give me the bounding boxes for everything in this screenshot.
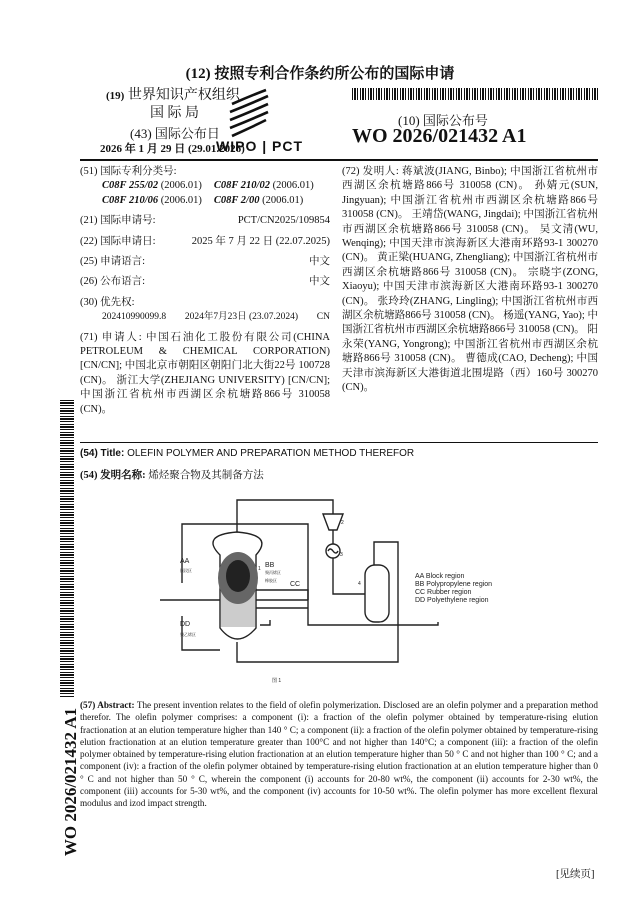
label-cc-cn: 橡胶区 (265, 578, 277, 583)
label-aa: AA (180, 558, 190, 565)
ipc-entry: C08F 210/06 (2006.01) (102, 194, 202, 206)
legend-item: AA Block region (415, 573, 465, 580)
abstract (80, 699, 598, 810)
label-cc: CC (290, 581, 301, 588)
bureau: 国 际 局 (150, 106, 199, 121)
priority-date: 2024年7月23日 (23.07.2024) (184, 312, 299, 323)
label-1: 1 (258, 566, 261, 572)
org-name: 世界知识产权组织 (127, 88, 240, 103)
pipe-top (237, 500, 333, 532)
wipo-pct-logo: WIPO | PCT (216, 138, 304, 154)
biblio-divider (80, 442, 598, 443)
app-no: PCT/CN2025/109854 (237, 215, 330, 227)
org-number: (19) (106, 90, 125, 102)
document-type: (12) 按照专利合作条约所公布的国际申请 (185, 66, 455, 82)
legend-item: BB Polypropylene region (415, 581, 493, 588)
pub-lang: 中文 (309, 276, 330, 288)
ipc-label: (51) 国际专利分类号: (80, 166, 177, 177)
pub-lang-label: (26) 公布语言: (80, 276, 146, 288)
label-dd: DD (180, 621, 191, 628)
abstract-label: (57) Abstract: (80, 700, 135, 710)
pub-date-label: (43) 国际公布日 (130, 126, 220, 141)
continued-note: [见续页] (556, 869, 595, 880)
priority-number: 202410990099.8 (102, 312, 167, 323)
label-bb-cn: 聚丙烯区 (265, 570, 281, 575)
figure-1 (160, 490, 520, 690)
organization (106, 84, 240, 104)
legend-item: DD Polyethylene region (415, 597, 489, 604)
label-bb: BB (265, 562, 275, 569)
pub-number: WO 2026/021432 A1 (352, 125, 527, 147)
ipc-entry: C08F 2/00 (2006.01) (213, 194, 304, 206)
pub-date: 2026 年 1 月 29 日 (29.01.2026) (100, 143, 245, 155)
label-2: 2 (341, 520, 344, 526)
header-divider (80, 159, 598, 161)
priority-country: CN (316, 312, 330, 323)
figure-caption: 图 1 (272, 678, 282, 684)
inventors: (72) 发明人: 蒋斌波(JIANG, Binbo); 中国浙江省杭州市西湖区余杭塘路866号 310058 (CN)。 孙婧元(SUN, Jingyuan); 中国浙江省杭州市西湖区余杭塘路866号 310058 (CN)。 王靖岱(WANG, Jingdai); 中国浙江省杭州市西湖区余杭塘路866号 310058 (CN)。 吴文清(WU, Wenqing); 中国天津市滨海新区大港南环路93-1 300270 (CN)。 黄正梁(HUANG, Zhengliang); 中国浙江省杭州市西湖区余杭塘路866号 310058 (CN)。 宗晓宇(ZONG, Xiaoyu); 中国天津市滨海新区大港南环路93-1 300270 (CN)。 张玲玲(ZHANG, Lingling); 中国浙江省杭州市西湖区余杭塘路866号 310058 (CN)。 杨遥(YANG, Yao); 中国浙江省杭州市西湖区余杭塘路866号 310058 (CN)。 阳永荣(YANG, Yongrong); 中国浙江省杭州市西湖区余杭塘路866号 310058 (CN)。 曹德成(CAO, Decheng); 中国天津市滨海新区大港街道北围堤路（西）160号 300270 (CN)。 (342, 166, 598, 394)
label-3: 3 (340, 552, 343, 558)
compressor (323, 514, 343, 530)
barcode-top (352, 88, 598, 100)
left-biblio-column (80, 165, 330, 417)
abstract-text: The present invention relates to the field of olefin polymerization. Disclosed are an olefin polymer and a preparation method therefor. The olefin polymer comprises: a component (i): a fraction of the olefin polymer obtained by temperature-rising elution fractionation at an elution temperature higher than 140 ° C; a component (ii): a fraction of the olefin polymer obtained by temperature-rising elution fractionation at an elution temperature greater than 100°C and not higher than 140°C; a component (iii): a fraction of the olefin polymer obtained by temperature-rising elution fractionation at an elution temperature higher than 50 ° C and not higher than 100 ° C; and a component (iv): a fraction of the olefin polymer obtained by temperature-rising elution fractionation at an elution temperature higher than 0 ° C and not higher than 50 ° C, wherein the component (i) accounts for 20-80 wt%, the component (ii) accounts for 2-30 wt%, the component (iii) accounts for 5-30 wt%, and the component (iv) accounts for 10-50 wt%. The olefin polymer has more excellent flexural modulus and izod impact strength. (80, 700, 598, 809)
separator-vessel (365, 565, 389, 622)
wipo-logo-icon (226, 84, 270, 140)
filing-lang-label: (25) 申请语言: (80, 256, 146, 268)
pub-no-label: (10) 国际公布号 (398, 113, 488, 128)
title-cn: (54) 发明名称: 烯烃聚合物及其制备方法 (80, 470, 264, 481)
ipc-entry: C08F 255/02 (2006.01) (102, 180, 202, 192)
label-aa-cn: 嵌段区 (180, 568, 192, 573)
barcode-side (60, 400, 74, 698)
filing-lang: 中文 (309, 256, 330, 268)
side-pub-number: WO 2026/021432 A1 (61, 707, 80, 857)
filing-date: 2025 年 7 月 22 日 (22.07.2025) (191, 235, 330, 247)
label-4: 4 (358, 581, 361, 587)
applicant: (71) 申请人: 中国石油化工股份有限公司(CHINA PETROLEUM & CHEMICAL CORPORATION) [CN/CN]; 中国北京市朝阳区朝阳门北大街22号 100728 (CN)。 浙江大学(ZHEJIANG UNIVERSITY) [CN/CN]; 中国浙江省杭州市西湖区余杭塘路866号 310058 (CN)。 (80, 331, 330, 415)
label-dd-cn: 聚乙烯区 (180, 632, 196, 637)
block-region (226, 560, 250, 592)
app-no-label: (21) 国际申请号: (80, 215, 156, 227)
title-en: (54) Title: OLEFIN POLYMER AND PREPARATION METHOD THEREFOR (80, 448, 415, 459)
priority-label: (30) 优先权: (80, 296, 135, 308)
legend-item: CC Rubber region (415, 589, 472, 596)
filing-date-label: (22) 国际申请日: (80, 235, 156, 247)
ipc-entry: C08F 210/02 (2006.01) (213, 180, 314, 192)
